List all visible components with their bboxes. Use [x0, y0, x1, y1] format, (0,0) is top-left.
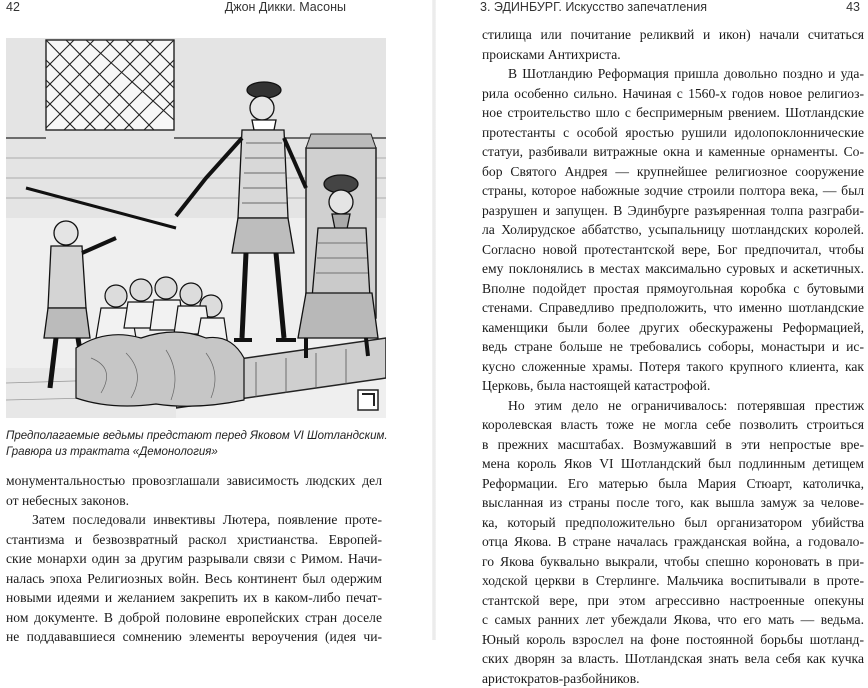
text-line: Но этим дело не ограничивалось: потерявшая престиж	[482, 396, 864, 416]
text-line: монументальностью провозглашали зависимость людских дел	[6, 471, 382, 491]
text-line: не поддававшиеся сомнению элементы вероучения (идея чи-	[6, 627, 382, 647]
text-line: ка, который предположительно был организатором убийства	[482, 513, 864, 533]
text-line: ла Холирудское аббатство, усыпальницу шотландских королей.	[482, 220, 864, 240]
text-line: налась эпоха Религиозных войн. Весь континент был одержим	[6, 569, 382, 589]
running-head-left: Джон Дикки. Масоны	[225, 0, 346, 18]
text-line: отца Якова. В стране началась гражданская война, а годовало-	[482, 532, 864, 552]
text-line: мена король Яков VI Шотландский был подлинным детищем	[482, 454, 864, 474]
text-line: каменщики были более других обескуражены Реформацией,	[482, 318, 864, 338]
text-line: Согласно новой протестантской вере, Бог предпочитал, чтобы	[482, 240, 864, 260]
text-line: ном документе. В доброй половине европейских стран доселе	[6, 608, 382, 628]
text-line: страны, которое набожные зодчие строили полтора века, — был	[482, 181, 864, 201]
engraving-drawing	[6, 38, 386, 418]
text-line: рила особенно сильно. Начиная с 1560-х годов новое религиоз-	[482, 84, 864, 104]
text-line: ских дворян за власть. Шотландская знать вела себя как кучка	[482, 649, 864, 669]
text-line: ведь стране больше не требовались соборы, монастыри и ис-	[482, 337, 864, 357]
text-line: высланная из страны после того, как вышла замуж за челове-	[482, 493, 864, 513]
page-number-right: 43	[846, 0, 860, 18]
text-line: ходской церкви в Стерлинге. Мальчика воспитывали в проте-	[482, 571, 864, 591]
text-line: стенами. Справедливо предположить, что именно шотландские	[482, 298, 864, 318]
text-line: протестанты с особой яростью рушили идолопоклоннические	[482, 123, 864, 143]
text-line: Реформации. Его матерью была Мария Стюарт, католичка,	[482, 474, 864, 494]
text-line: с самых ранних лет убеждали Якова, что его мать — ведьма.	[482, 610, 864, 630]
text-line: в прежних масштабах. Возмужавший в эти непростые вре-	[482, 435, 864, 455]
text-line: Вполне подойдет простая прямоугольная коробка с бутовыми	[482, 279, 864, 299]
text-line: разрушен и запущен. В Эдинбурге разъяренная толпа разграби-	[482, 201, 864, 221]
text-line: ное строительство шло с беспримерным рвением. Шотландские	[482, 103, 864, 123]
text-line: бор Святого Андрея — крупнейшее религиозное сооружение	[482, 162, 864, 182]
text-line: от небесных законов.	[6, 491, 382, 511]
text-line: новыми идеями и желанием закрепить их в каком-либо печат-	[6, 588, 382, 608]
text-line: В Шотландию Реформация пришла довольно поздно и уда-	[482, 64, 864, 84]
text-line: стантизма и безвозвратный раскол христианства. Европей-	[6, 530, 382, 550]
text-line: Затем последовали инвективы Лютера, появление проте-	[6, 510, 382, 530]
caption-line: Предполагаемые ведьмы предстают перед Яковом VI Шотландским.	[6, 428, 406, 444]
lattice-window	[46, 40, 174, 130]
text-line: стантской вере, при этом агрессивно настроенные опекуны	[482, 591, 864, 611]
running-head-right: 3. ЭДИНБУРГ. Искусство запечатления	[480, 0, 707, 18]
text-line: стилища или почитание реликвий и икон) начали считаться	[482, 25, 864, 45]
figure-caption	[6, 428, 406, 460]
left-page-body	[6, 471, 382, 647]
text-line: го Якова буквально выкрали, чтобы спешно короновать в при-	[482, 552, 864, 572]
page-number-left: 42	[6, 0, 20, 18]
right-page-body	[482, 25, 864, 688]
text-line: Юный король взрослел на фоне постоянной борьбы шотланд-	[482, 630, 864, 650]
text-line: королевская власть тоже не могла себе позволить строиться	[482, 415, 864, 435]
text-line: ему поклонялись в местах максимально суровых и аскетичных.	[482, 259, 864, 279]
right-page	[434, 0, 868, 640]
text-line: Церковь, была настоящей катастрофой.	[482, 376, 864, 396]
text-line: статуи, разбивали витражные окна и каменные орнаменты. Со-	[482, 142, 864, 162]
text-line: ские монархи один за другим разрывали связи с Римом. Начи-	[6, 549, 382, 569]
text-line: кусно сложенные храмы. Потеря такого крупного клиента, как	[482, 357, 864, 377]
text-line: аристократов-разбойников.	[482, 669, 864, 688]
caption-line: Гравюра из трактата «Демонология»	[6, 444, 406, 460]
engraving-illustration	[6, 38, 386, 418]
left-page	[0, 0, 434, 640]
text-line: происками Антихриста.	[482, 45, 864, 65]
